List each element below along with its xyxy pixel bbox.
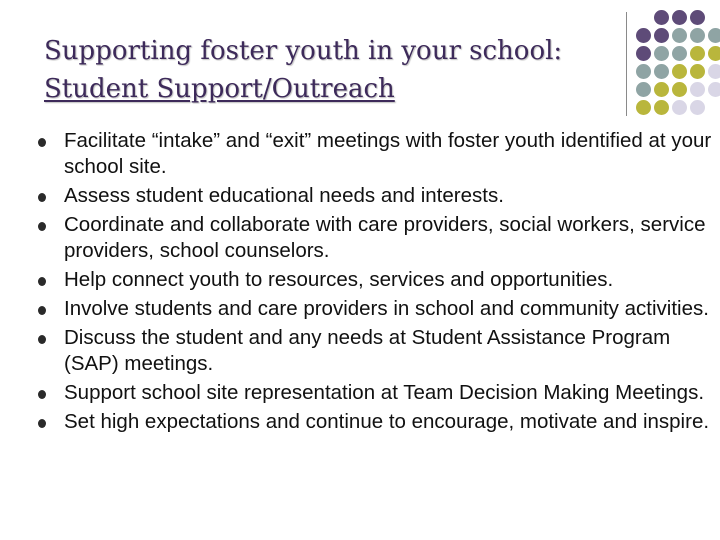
title-line-2: Student Support/Outreach <box>44 74 395 104</box>
bullet-item <box>38 183 718 209</box>
decor-dot <box>708 64 720 79</box>
decor-dot <box>636 82 651 97</box>
decor-dot <box>636 64 651 79</box>
decor-dot <box>654 100 669 115</box>
decor-dot <box>690 64 705 79</box>
bullet-item <box>38 409 718 435</box>
decor-dot <box>690 46 705 61</box>
decor-dot <box>672 46 687 61</box>
bullet-text: Set high expectations and continue to encourage, motivate and inspire. <box>64 410 710 433</box>
bullet-list <box>38 128 718 438</box>
bullet-marker-icon <box>38 193 46 202</box>
title-line-1: Supporting foster youth in your school: <box>44 36 563 66</box>
bullet-text: Coordinate and collaborate with care providers, social workers, service providers, school counselors. <box>64 213 706 262</box>
bullet-item <box>38 212 718 264</box>
decor-dot <box>654 82 669 97</box>
bullet-marker-icon <box>38 138 46 147</box>
bullet-marker-icon <box>38 222 46 231</box>
bullet-text: Support school site representation at Team Decision Making Meetings. <box>64 381 705 404</box>
bullet-item <box>38 267 718 293</box>
decor-dot <box>672 28 687 43</box>
bullet-text: Facilitate “intake” and “exit” meetings with foster youth identified at your school site. <box>64 129 712 178</box>
decor-dot <box>690 28 705 43</box>
bullet-text: Help connect youth to resources, services and opportunities. <box>64 268 614 291</box>
bullet-text: Discuss the student and any needs at Student Assistance Program (SAP) meetings. <box>64 326 671 375</box>
decor-dot <box>654 46 669 61</box>
bullet-item <box>38 380 718 406</box>
decor-dot <box>708 46 720 61</box>
bullet-item <box>38 128 718 180</box>
vertical-divider <box>626 12 627 116</box>
decor-dot <box>636 100 651 115</box>
bullet-marker-icon <box>38 335 46 344</box>
decor-dot <box>708 28 720 43</box>
bullet-marker-icon <box>38 419 46 428</box>
decor-dot <box>654 64 669 79</box>
bullet-marker-icon <box>38 306 46 315</box>
decor-dot <box>654 28 669 43</box>
decor-dot <box>636 28 651 43</box>
decor-dot <box>672 82 687 97</box>
decor-dot <box>672 64 687 79</box>
bullet-item <box>38 296 718 322</box>
bullet-text: Involve students and care providers in school and community activities. <box>64 297 709 320</box>
decor-dot <box>672 100 687 115</box>
bullet-text: Assess student educational needs and interests. <box>64 184 504 207</box>
bullet-item <box>38 325 718 377</box>
slide-title <box>44 32 604 108</box>
decor-dot <box>690 82 705 97</box>
decor-dot <box>672 10 687 25</box>
decor-dot <box>636 46 651 61</box>
decor-dot <box>654 10 669 25</box>
decor-dot <box>708 82 720 97</box>
bullet-marker-icon <box>38 277 46 286</box>
decor-dot <box>690 10 705 25</box>
dot-grid-icon <box>636 10 720 120</box>
bullet-marker-icon <box>38 390 46 399</box>
decor-dot <box>690 100 705 115</box>
